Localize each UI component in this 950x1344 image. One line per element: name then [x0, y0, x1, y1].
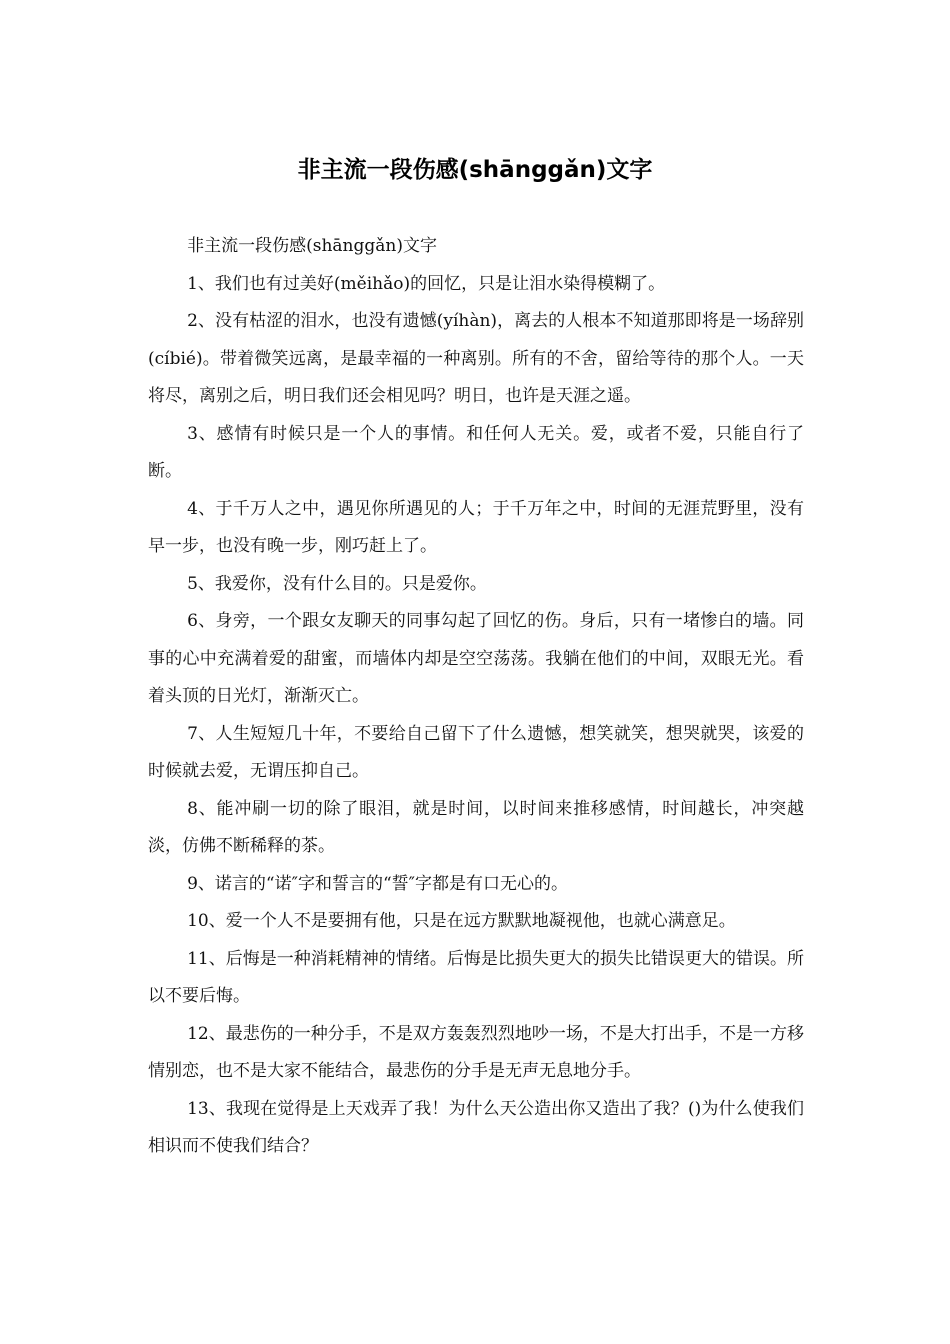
paragraph-13: 13、我现在觉得是上天戏弄了我！为什么天公造出你又造出了我？()为什么使我们相识而不使我们结合？ [148, 1098, 804, 1156]
paragraph-5: 5、我爱你，没有什么目的。只是爱你。 [187, 573, 487, 594]
paragraph-7: 7、人生短短几十年，不要给自己留下了什么遗憾，想笑就笑，想哭就哭，该爱的时候就去爱，无谓压抑自己。 [148, 723, 804, 781]
document-title: 非主流一段伤感(shānggǎn)文字 [297, 157, 653, 183]
paragraph-3: 3、感情有时候只是一个人的事情。和任何人无关。爱，或者不爱，只能自行了断。 [148, 423, 804, 481]
paragraph-8: 8、能冲刷一切的除了眼泪，就是时间，以时间来推移感情，时间越长，冲突越淡，仿佛不断稀释的茶。 [148, 798, 804, 856]
paragraph-12: 12、最悲伤的一种分手，不是双方轰轰烈烈地吵一场，不是大打出手，不是一方移情别恋，也不是大家不能结合，最悲伤的分手是无声无息地分手。 [148, 1023, 804, 1081]
document-body [148, 228, 804, 1166]
document-subtitle: 非主流一段伤感(shānggǎn)文字 [187, 236, 437, 256]
paragraph-1: 1、我们也有过美好(měihǎo)的回忆，只是让泪水染得模糊了。 [187, 273, 666, 294]
paragraph-9: 9、诺言的“诺″字和誓言的“誓″字都是有口无心的。 [187, 873, 568, 894]
paragraph-10: 10、爱一个人不是要拥有他，只是在远方默默地凝视他，也就心满意足。 [187, 911, 736, 931]
paragraph-11: 11、后悔是一种消耗精神的情绪。后悔是比损失更大的损失比错误更大的错误。所以不要后悔。 [148, 948, 804, 1006]
paragraph-2: 2、没有枯涩的泪水，也没有遗憾(yíhàn)，离去的人根本不知道那即将是一场辞别(cíbié)。带着微笑远离，是最幸福的一种离别。所有的不舍，留给等待的那个人。一天将尽，离别之后，明日我们还会相见吗？明日，也许是天涯之遥。 [148, 311, 804, 406]
paragraph-6: 6、身旁，一个跟女友聊天的同事勾起了回忆的伤。身后，只有一堵惨白的墙。同事的心中充满着爱的甜蜜，而墙体内却是空空荡荡。我躺在他们的中间，双眼无光。看着头顶的日光灯，渐渐灭亡。 [148, 611, 804, 706]
paragraph-4: 4、于千万人之中，遇见你所遇见的人；于千万年之中，时间的无涯荒野里，没有早一步，也没有晚一步，刚巧赶上了。 [148, 498, 804, 556]
